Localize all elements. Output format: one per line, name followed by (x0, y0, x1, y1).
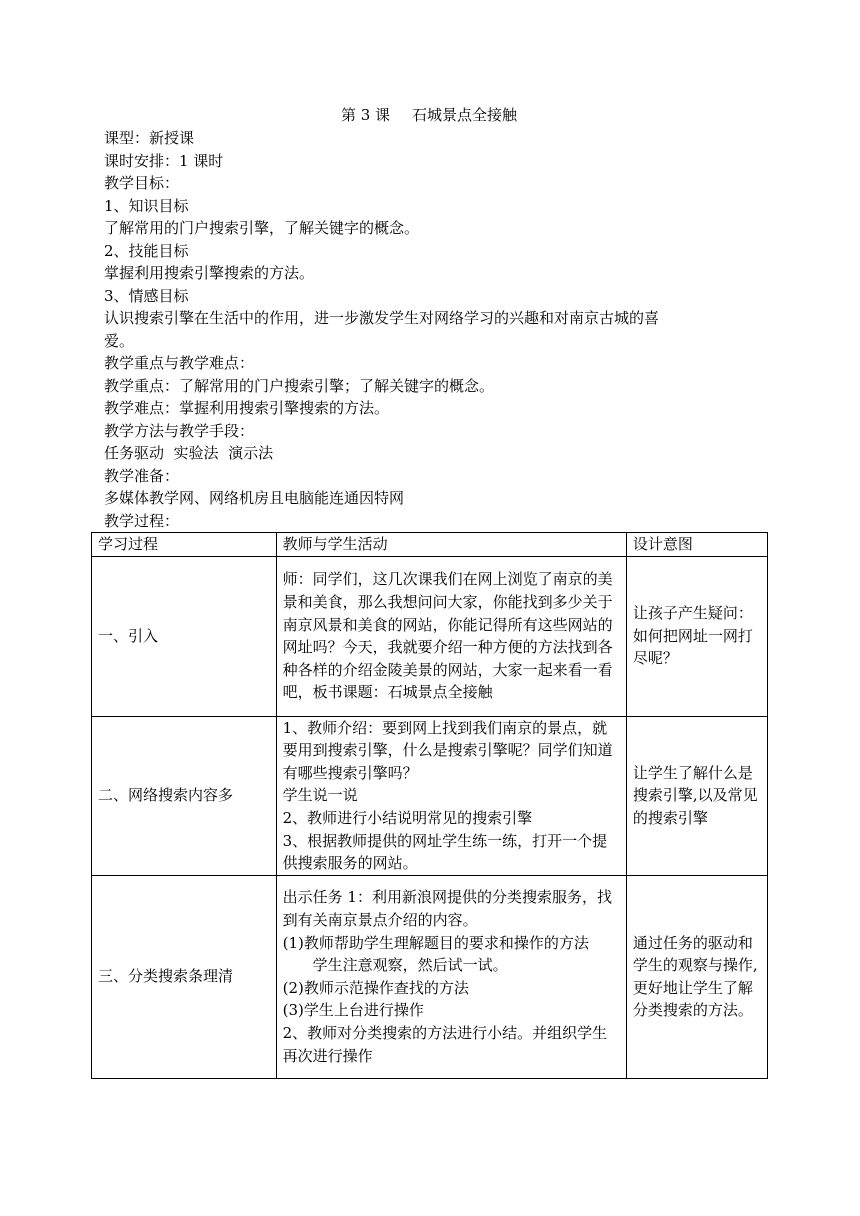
activity-paragraph: 学生注意观察，然后试一试。 (312, 956, 508, 975)
methods-heading: 教学方法与教学手段： (104, 421, 255, 440)
skill-goal-heading: 2、技能目标 (104, 241, 189, 260)
activity-paragraph: 3、根据教师提供的网址学生练一练，打开一个提供搜索服务的网站。 (282, 831, 608, 873)
methods-text: 任务驱动 实验法 演示法 (104, 444, 274, 462)
header-intent: 设计意图 (626, 533, 767, 557)
activity-paragraph: 2、教师对分类搜索的方法进行小结。并组织学生再次进行操作 (282, 1023, 608, 1065)
lesson-name: 石城景点全接触 (412, 106, 518, 124)
header-stage: 学习过程 (92, 533, 277, 557)
activity-paragraph: 2、教师进行小结说明常见的搜索引擎 (282, 808, 533, 827)
table-row (92, 556, 768, 716)
emotion-goal-heading: 3、情感目标 (104, 286, 189, 305)
document-page (104, 104, 768, 532)
stage-cell: 三、分类搜索条理清 (92, 875, 277, 1078)
activity-paragraph: (1)教师帮助学生理解题目的要求和操作的方法 (282, 933, 589, 952)
intent-cell: 让孩子产生疑问：如何把网址一网打尽呢？ (626, 556, 767, 716)
activity-paragraph: (3)学生上台进行操作 (282, 1001, 424, 1020)
difficult-point-text: 教学难点：掌握利用搜索引擎搜索的方法。 (104, 399, 390, 417)
activity-cell (276, 716, 626, 875)
lesson-hours: 课时安排：1 课时 (104, 151, 224, 170)
emotion-goal-text-2: 爱。 (104, 331, 135, 350)
activity-paragraph: 师：同学们，这几次课我们在网上浏览了南京的美景和美食，那么我想问问大家，你能找到多少关于南京风景和美食的网站，你能记得所有这些网站的网址吗？今天，我就要介绍一种方便的方法找到各种各样的介绍金陵美景的网站，大家一起来看一看吧，板书课题：石城景点全接触 (282, 570, 613, 702)
header-activity: 教师与学生活动 (276, 533, 626, 557)
activity-cell (276, 556, 626, 716)
table-row (92, 875, 768, 1078)
intent-cell: 让学生了解什么是搜索引擎,以及常见的搜索引擎 (626, 716, 767, 875)
knowledge-goal-heading: 1、知识目标 (104, 196, 189, 215)
emotion-goal-text-1: 认识搜索引擎在生活中的作用，进一步激发学生对网络学习的兴趣和对南京古城的喜 (104, 309, 660, 327)
knowledge-goal-text: 了解常用的门户搜索引擎，了解关键字的概念。 (104, 219, 420, 237)
intent-cell: 通过任务的驱动和学生的观察与操作,更好地让学生了解分类搜索的方法。 (626, 875, 767, 1078)
activity-paragraph: 出示任务 1：利用新浪网提供的分类搜索服务，找到有关南京景点介绍的内容。 (282, 888, 612, 929)
skill-goal-text: 掌握利用搜索引擎搜索的方法。 (104, 264, 315, 282)
key-point-text: 教学重点：了解常用的门户搜索引擎；了解关键字的概念。 (104, 376, 495, 395)
preparation-heading: 教学准备： (104, 466, 180, 485)
stage-cell: 一、引入 (92, 556, 277, 716)
stage-cell: 二、网络搜索内容多 (92, 716, 277, 875)
activity-paragraph: 1、教师介绍：要到网上找到我们南京的景点，就要用到搜索引擎，什么是搜索引擎呢？同学们知道有哪些搜索引擎吗？ (282, 718, 613, 782)
activity-paragraph: 学生说一说 (282, 786, 358, 805)
lesson-number: 第 3 课 (340, 106, 391, 124)
teaching-process-table (91, 532, 768, 1079)
table-row (92, 716, 768, 875)
preparation-text: 多媒体教学网、网络机房且电脑能连通因特网 (104, 489, 405, 507)
key-difficult-heading: 教学重点与教学难点： (104, 354, 255, 372)
lesson-type: 课型：新授课 (104, 129, 195, 147)
table-header-row (92, 533, 768, 557)
activity-cell (276, 875, 626, 1078)
process-heading: 教学过程： (104, 511, 180, 530)
teaching-goals-heading: 教学目标： (104, 174, 180, 192)
activity-paragraph: (2)教师示范操作查找的方法 (282, 978, 469, 997)
lesson-title (90, 104, 768, 126)
